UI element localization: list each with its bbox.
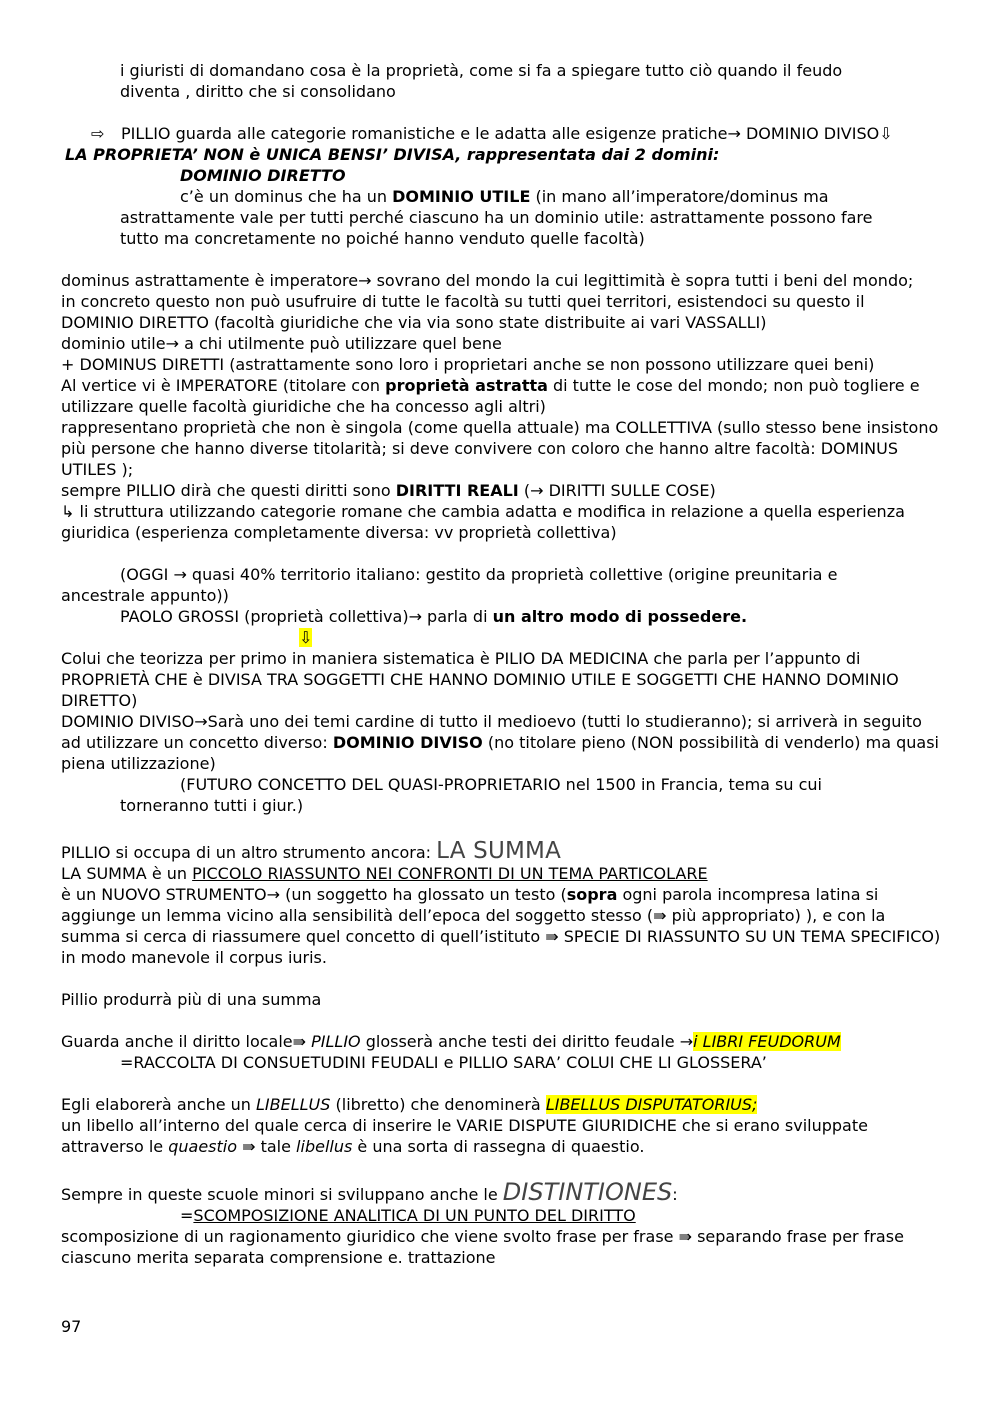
paragraph-intro-line1: i giuristi di domandano cosa è la proprietà, come si fa a spiegare tutto ciò quando il feudo [120, 61, 843, 80]
text-span: Egli elaborerà anche un [61, 1095, 256, 1114]
text-span: è una sorta di rassegna di quaestio. [352, 1137, 645, 1156]
down-arrow-marker [61, 627, 941, 648]
italic-term: quaestio [168, 1137, 238, 1156]
bold-term: DOMINIO DIVISO [332, 733, 483, 752]
text-span: DOMINIO DIVISO→Sarà uno dei temi cardine di tutto il medioevo (tutti lo studieranno); si arriverà in seguito ad utilizzare un concetto diverso: [61, 712, 922, 752]
paragraph-line: Colui che teorizza per primo in maniera sistematica è PILIO DA MEDICINA che parla per l’appunto di PROPRIETÀ CHE è DIVISA TRA SOGGETTI CHE HANNO DOMINIO UTILE E SOGGETTI CHE HANNO DOMINIO DIRETTO) [61, 649, 899, 710]
text-span: glosserà anche testi dei diritto feudale → [360, 1032, 694, 1051]
text-span: PILLIO si occupa di un altro strumento ancora: [61, 843, 437, 862]
paragraph-line: (FUTURO CONCETTO DEL QUASI-PROPRIETARIO nel 1500 in Francia, tema su cui [180, 775, 822, 794]
paragraph-line [61, 711, 941, 774]
bold-term: DIRITTI REALI [395, 481, 519, 500]
paragraph-line: in concreto questo non può usufruire di tutte le facoltà su tutti quei territori, esistendoci su questo il DOMINIO DIRETTO (facoltà giuridiche che via via sono state distribuite ai vari VASSALLI) [61, 292, 865, 332]
paragraph-line [61, 606, 941, 627]
paragraph-line: dominus astrattamente è imperatore→ sovrano del mondo la cui legittimità è sopra tutti i beni del mondo; [61, 271, 914, 290]
bold-term: un altro modo di possedere. [492, 607, 748, 626]
highlighted-term: LIBELLUS DISPUTATORIUS; [545, 1095, 758, 1114]
highlighted-term: i LIBRI FEUDORUM [693, 1032, 841, 1051]
paragraph-line [61, 480, 941, 501]
paragraph-line: dominio utile→ a chi utilmente può utilizzare quel bene [61, 334, 502, 353]
text-span: = [180, 1206, 194, 1225]
underlined-term: SCOMPOSIZIONE ANALITICA DI UN PUNTO DEL DIRITTO [193, 1206, 636, 1225]
text-span: c’è un dominus che ha un [180, 187, 393, 206]
paragraph-line: =RACCOLTA DI CONSUETUDINI FEUDALI e PILLIO SARA’ COLUI CHE LI GLOSSERA’ [120, 1053, 767, 1072]
dominio-utile-line1 [61, 186, 941, 207]
text-span: (→ DIRITTI SULLE COSE) [518, 481, 716, 500]
text-span: Sempre in queste scuole minori si sviluppano anche le [61, 1185, 503, 1204]
arrow-bullet-icon: ⇨ [91, 124, 105, 143]
bullet-text: PILLIO guarda alle categorie romanistiche e le adatta alle esigenze pratiche→ DOMINIO DIVISO⇩ [121, 124, 893, 143]
italic-term: PILLIO [311, 1032, 361, 1051]
underlined-term: PICCOLO RIASSUNTO NEI CONFRONTI DI UN TEMA PARTICOLARE [192, 864, 708, 883]
text-span: (in mano all’imperatore/dominus ma [530, 187, 829, 206]
paragraph-intro-line2: diventa , diritto che si consolidano [120, 82, 396, 101]
text-span: è un NUOVO STRUMENTO→ (un soggetto ha glossato un testo ( [61, 885, 567, 904]
paragraph-line: ancestrale appunto)) [61, 586, 229, 605]
text-span: sempre PILLIO dirà che questi diritti sono [61, 481, 396, 500]
paragraph-line [61, 863, 941, 884]
bold-term: DOMINIO UTILE [392, 187, 531, 206]
bold-term: proprietà astratta [385, 376, 548, 395]
document-page [61, 60, 941, 1268]
paragraph-line: scomposizione di un ragionamento giuridico che viene svolto frase per frase ⇛ separando frase per frase ciascuno merita separata comprensione e. trattazione [61, 1227, 904, 1267]
paragraph-line: Pillio produrrà più di una summa [61, 990, 322, 1009]
distintiones-title: DISTINTIONES [502, 1178, 673, 1206]
text-span: (libretto) che denominerà [330, 1095, 546, 1114]
text-span: LA SUMMA è un [61, 864, 193, 883]
page-number: 97 [61, 1317, 82, 1336]
italic-term: LIBELLUS [256, 1095, 331, 1114]
dominio-utile-line2: astrattamente vale per tutti perché ciascuno ha un dominio utile: astrattamente possono fare [120, 208, 873, 227]
distintiones-intro [61, 1178, 941, 1206]
text-span: (no titolare pieno (NON possibilità di venderlo) ma quasi piena utilizzazione) [61, 733, 939, 773]
summa-title: LA SUMMA [436, 838, 561, 864]
text-span: Al vertice vi è IMPERATORE (titolare con [61, 376, 386, 395]
summa-intro [61, 838, 941, 864]
section-subheading: DOMINIO DIRETTO [180, 166, 346, 185]
paragraph-line [61, 375, 941, 417]
italic-term: libellus [296, 1137, 353, 1156]
paragraph-line: + DOMINUS DIRETTI (astrattamente sono loro i proprietari anche se non possono utilizzare quei beni) [61, 355, 875, 374]
paragraph-line [61, 1205, 941, 1226]
down-arrow-icon: ⇩ [299, 628, 313, 647]
text-span: Guarda anche il diritto locale⇛ [61, 1032, 312, 1051]
paragraph-line: (OGGI → quasi 40% territorio italiano: gestito da proprietà collettive (origine preunitaria e [120, 565, 838, 584]
section-heading: LA PROPRIETA’ NON è UNICA BENSI’ DIVISA, rappresentata dai 2 domini: [65, 145, 720, 164]
dominio-utile-line3: tutto ma concretamente no poiché hanno venduto quelle facoltà) [120, 229, 645, 248]
paragraph-line: rappresentano proprietà che non è singola (come quella attuale) ma COLLETTIVA (sullo stesso bene insistono più persone che hanno diverse titolarità; si deve convivere con coloro che hanno altre facoltà: DOMINUS UTILES ); [61, 418, 939, 479]
text-span: : [672, 1185, 678, 1204]
bold-term: sopra [566, 885, 618, 904]
text-span: di tutte le cose del mondo; non può togliere e utilizzare quelle facoltà giuridiche che ha concesso agli altri) [61, 376, 920, 416]
paragraph-line [61, 1115, 941, 1157]
paragraph-line [61, 1031, 941, 1052]
text-span: PAOLO GROSSI (proprietà collettiva)→ parla di [120, 607, 493, 626]
paragraph-line: ↳ li struttura utilizzando categorie romane che cambia adatta e modifica in relazione a quella esperienza giuridica (esperienza completamente diversa: vv proprietà collettiva) [61, 502, 905, 542]
paragraph-line [61, 1094, 941, 1115]
text-span: un libello all’interno del quale cerca di inserire le VARIE DISPUTE GIURIDICHE che si erano sviluppate attraverso le [61, 1116, 868, 1156]
bullet-item [61, 123, 941, 144]
paragraph-line [61, 884, 941, 968]
text-span: ogni parola incompresa latina si aggiunge un lemma vicino alla sensibilità dell’epoca del soggetto stesso (⇛ più appropriato) ), e con la summa si cerca di riassumere quel concetto di quell’istituto ⇛ SPECIE DI RIASSUNTO SU UN TEMA SPECIFICO) in modo manevole il corpus iuris. [61, 885, 941, 967]
paragraph-line: torneranno tutti i giur.) [120, 796, 304, 815]
text-span: ⇛ tale [237, 1137, 297, 1156]
